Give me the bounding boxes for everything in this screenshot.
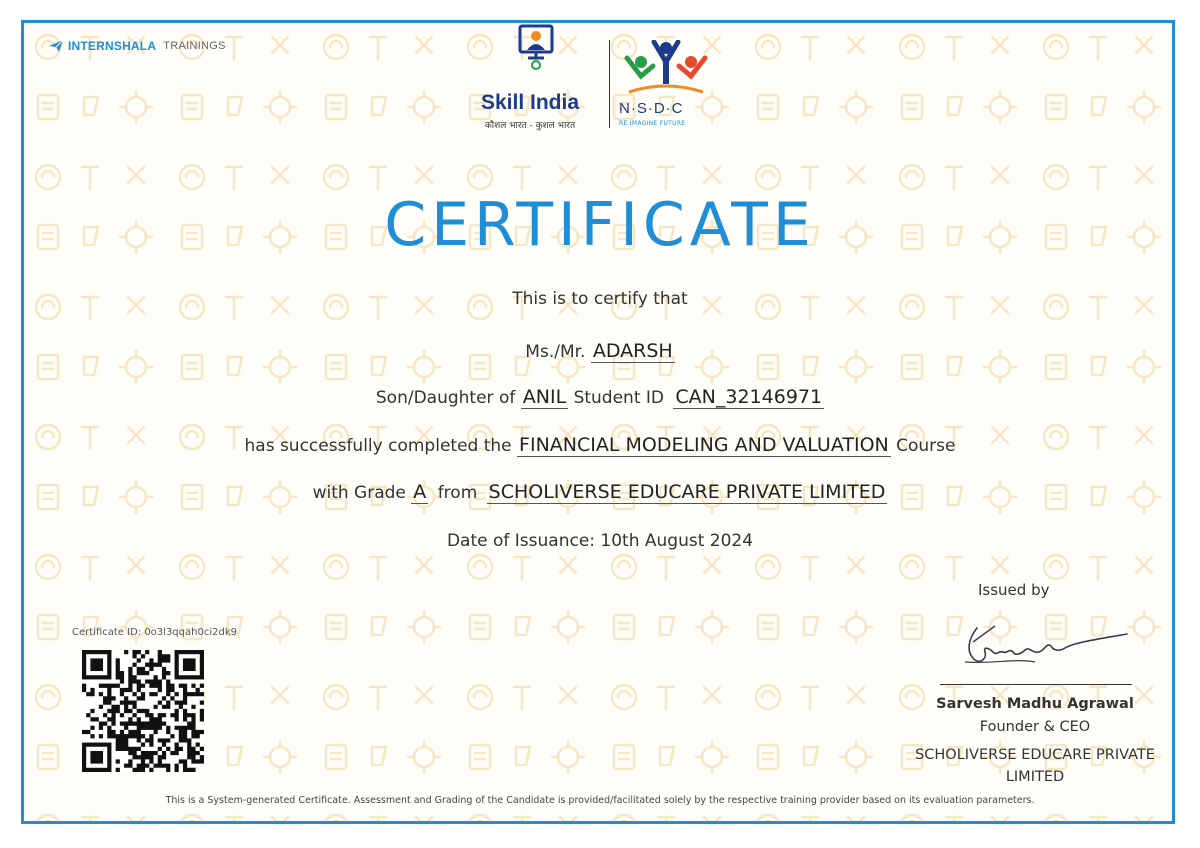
- skill-india-emblem-icon: [516, 22, 556, 72]
- signature-line: [940, 684, 1132, 685]
- logo-divider: [609, 40, 610, 128]
- qr-code: [82, 650, 204, 772]
- skill-india-logo: [458, 22, 602, 134]
- salutation: Ms./Mr.: [525, 342, 586, 362]
- grade-value: A: [413, 481, 427, 503]
- intro-text: This is to certify that: [512, 289, 688, 309]
- provider-name: SCHOLIVERSE EDUCARE PRIVATE LIMITED: [488, 481, 886, 503]
- nsdc-figures-icon: [623, 40, 709, 102]
- issuance-date-text: Date of Issuance: 10th August 2024: [446, 531, 754, 551]
- course-name: FINANCIAL MODELING AND VALUATION: [519, 434, 889, 456]
- nsdc-tagline: RE IMAGINE FUTURE: [619, 120, 686, 127]
- nsdc-title: N·S·D·C: [619, 100, 684, 117]
- skill-india-tagline: कौशल भारत - कुशल भारत: [484, 121, 576, 131]
- signature: [955, 612, 1130, 672]
- grade-line: [0, 481, 1200, 503]
- internshala-suffix: TRAININGS: [163, 40, 226, 52]
- course-suffix: Course: [896, 436, 956, 456]
- internshala-trainings-logo: [48, 38, 226, 54]
- student-id-label: Student ID: [573, 388, 664, 408]
- parent-name: ANIL: [522, 386, 567, 408]
- issuance-date: [0, 531, 1200, 551]
- from-label: from: [437, 483, 478, 503]
- grade-prefix: with Grade: [312, 483, 406, 503]
- skill-india-title: Skill India: [480, 91, 580, 114]
- certificate-id: Certificate ID: 0o3l3qqah0ci2dk9: [72, 627, 237, 638]
- name-line: [0, 340, 1200, 362]
- nsdc-logo: [613, 22, 723, 134]
- signer-organization: SCHOLIVERSE EDUCARE PRIVATE LIMITED: [915, 747, 1155, 785]
- footer-note: This is a System-generated Certificate. Assessment and Grading of the Candidate is provided/facilitated solely by the respective training provider based on its evaluation parameters.: [165, 795, 1035, 806]
- completed-prefix: has successfully completed the: [244, 436, 512, 456]
- course-line: [0, 434, 1200, 456]
- parent-line: [0, 386, 1200, 408]
- signer-role: Founder & CEO: [979, 719, 1091, 735]
- intro-line: [0, 289, 1200, 309]
- candidate-name: ADARSH: [592, 340, 673, 362]
- paper-plane-icon: [48, 38, 64, 54]
- signer-name: Sarvesh Madhu Agrawal: [936, 696, 1134, 712]
- internshala-brand: INTERNSHALA: [68, 39, 157, 53]
- certificate-title: CERTIFICATE: [384, 190, 816, 260]
- issued-by-label: Issued by: [978, 581, 1050, 599]
- student-id: CAN_32146971: [675, 386, 823, 408]
- parent-prefix: Son/Daughter of: [375, 388, 516, 408]
